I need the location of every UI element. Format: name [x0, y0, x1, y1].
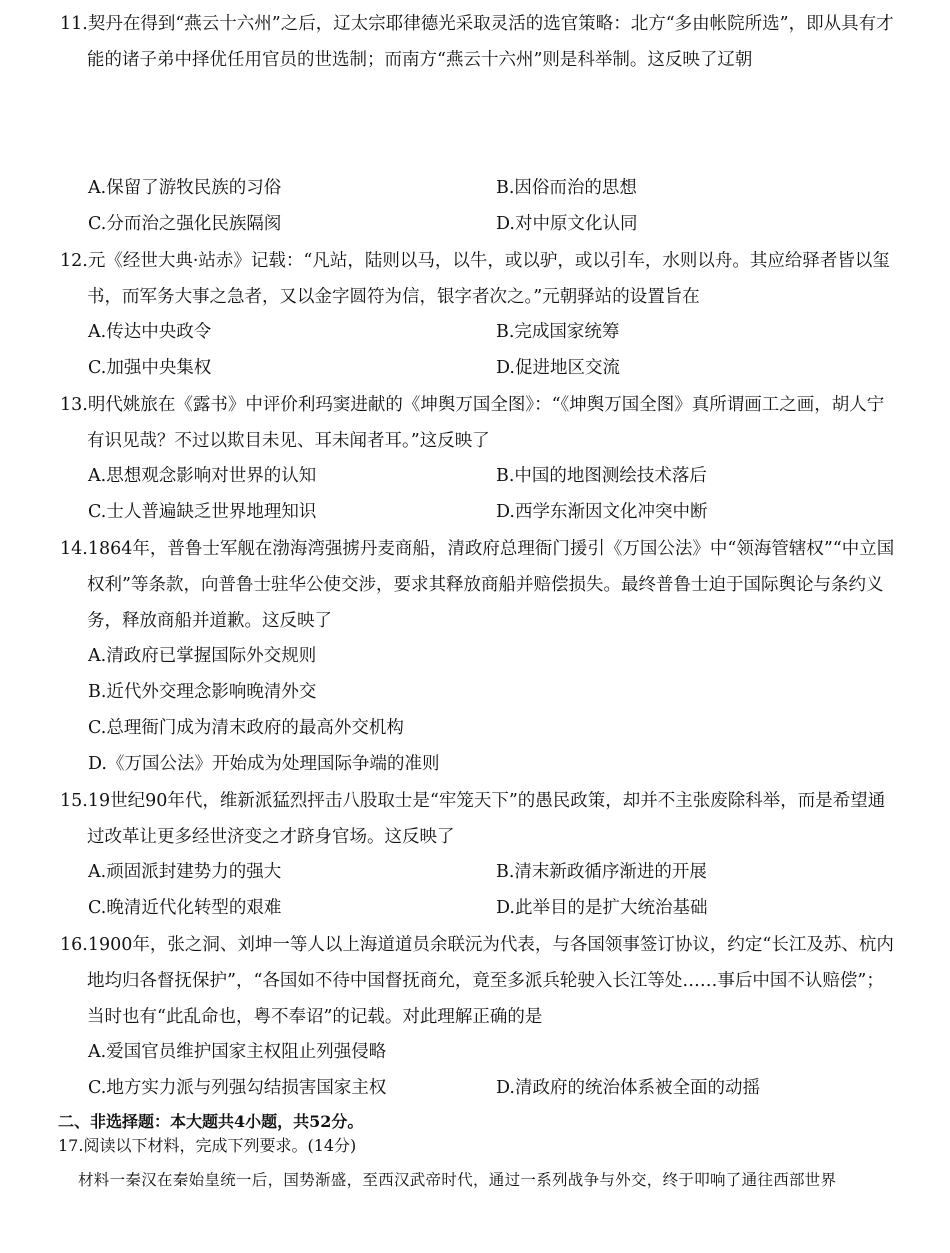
option-15-b: B.清末新政循序渐进的开展 [496, 862, 707, 882]
option-16-a: A.爱国官员维护国家主权阻止列强侵略 [88, 1042, 387, 1062]
question-11 [60, 6, 895, 78]
option-15-c: C.晚清近代化转型的艰难 [88, 898, 282, 918]
option-12-a: A.传达中央政令 [88, 322, 212, 342]
option-15-d: D.此举目的是扩大统治基础 [496, 898, 708, 918]
question-number: 15. [60, 791, 88, 811]
option-12-c: C.加强中央集权 [88, 358, 212, 378]
option-14-a: A.清政府已掌握国际外交规则 [88, 646, 317, 666]
option-16-c: C.地方实力派与列强勾结损害国家主权 [88, 1078, 387, 1098]
question-stem: 元《经世大典·站赤》记载：“凡站，陆则以马，以牛，或以驴，或以引车，水则以舟。其应给驿者皆以玺书，而军务大事之急者，又以金字圆符为信，银字者次之。”元朝驿站的设置旨在 [87, 251, 890, 307]
option-14-c: C.总理衙门成为清末政府的最高外交机构 [88, 718, 404, 738]
option-13-c: C.士人普遍缺乏世界地理知识 [88, 502, 317, 522]
question-number: 16. [60, 935, 88, 955]
question-14 [60, 531, 895, 639]
question-number: 13. [60, 395, 88, 415]
option-16-d: D.清政府的统治体系被全面的动摇 [496, 1078, 760, 1098]
question-stem: 明代姚旅在《露书》中评价利玛窦进献的《坤舆万国全图》：“《坤舆万国全图》真所谓画工之画，胡人宁有识见哉？不过以欺目未见、耳未闻者耳。”这反映了 [87, 395, 885, 451]
option-13-d: D.西学东渐因文化冲突中断 [496, 502, 708, 522]
material-text: 材料一秦汉在秦始皇统一后，国势渐盛，至西汉武帝时代，通过一系列战争与外交，终于叩响了通往西部世界 [78, 1171, 837, 1189]
option-15-a: A.顽固派封建势力的强大 [88, 862, 282, 882]
question-stem: 1864年，普鲁士军舰在渤海湾强掳丹麦商船，清政府总理衙门援引《万国公法》中“领海管辖权”“中立国权利”等条款，向普鲁士驻华公使交涉，要求其释放商船并赔偿损失。最终普鲁士迫于国际舆论与条约义务，释放商船并道歉。这反映了 [87, 539, 895, 631]
option-11-c: C.分而治之强化民族隔阂 [88, 214, 282, 234]
option-14-b: B.近代外交理念影响晚清外交 [88, 682, 317, 702]
option-11-a: A.保留了游牧民族的习俗 [88, 178, 282, 198]
question-15 [60, 783, 895, 855]
option-11-d: D.对中原文化认同 [496, 214, 638, 234]
option-12-b: B.完成国家统筹 [496, 322, 620, 342]
question-12 [60, 243, 895, 315]
question-number: 14. [60, 539, 88, 559]
question-stem: 1900年，张之洞、刘坤一等人以上海道道员余联沅为代表，与各国领事签订协议，约定“长江及苏、杭内地均归各督抚保护”，“各国如不待中国督抚商允，竟至多派兵轮驶入长江等处……事后中国不认赔偿”；当时也有“此乱命也，粤不奉诏”的记载。对此理解正确的是 [87, 935, 894, 1027]
question-number: 12. [60, 251, 88, 271]
section-heading: 二、非选择题：本大题共4小题，共52分。 [58, 1112, 364, 1131]
question-stem: 契丹在得到“燕云十六州”之后，辽太宗耶律德光采取灵活的选官策略：北方“多由帐院所选”，即从具有才能的诸子弟中择优任用官员的世选制；而南方“燕云十六州”则是科举制。这反映了辽朝 [87, 14, 894, 70]
question-stem: 19世纪90年代，维新派猛烈抨击八股取士是“牢笼天下”的愚民政策，却并不主张废除科举，而是希望通过改革让更多经世济变之才跻身官场。这反映了 [87, 791, 886, 847]
option-14-d: D.《万国公法》开始成为处理国际争端的准则 [88, 754, 440, 774]
question-13 [60, 387, 895, 459]
option-13-b: B.中国的地图测绘技术落后 [496, 466, 707, 486]
question-16 [60, 927, 895, 1035]
question-number: 11. [60, 14, 88, 34]
option-11-b: B.因俗而治的思想 [496, 178, 637, 198]
option-13-a: A.思想观念影响对世界的认知 [88, 466, 317, 486]
question-17-prompt: 17.阅读以下材料，完成下列要求。(14分) [58, 1136, 357, 1155]
option-12-d: D.促进地区交流 [496, 358, 620, 378]
